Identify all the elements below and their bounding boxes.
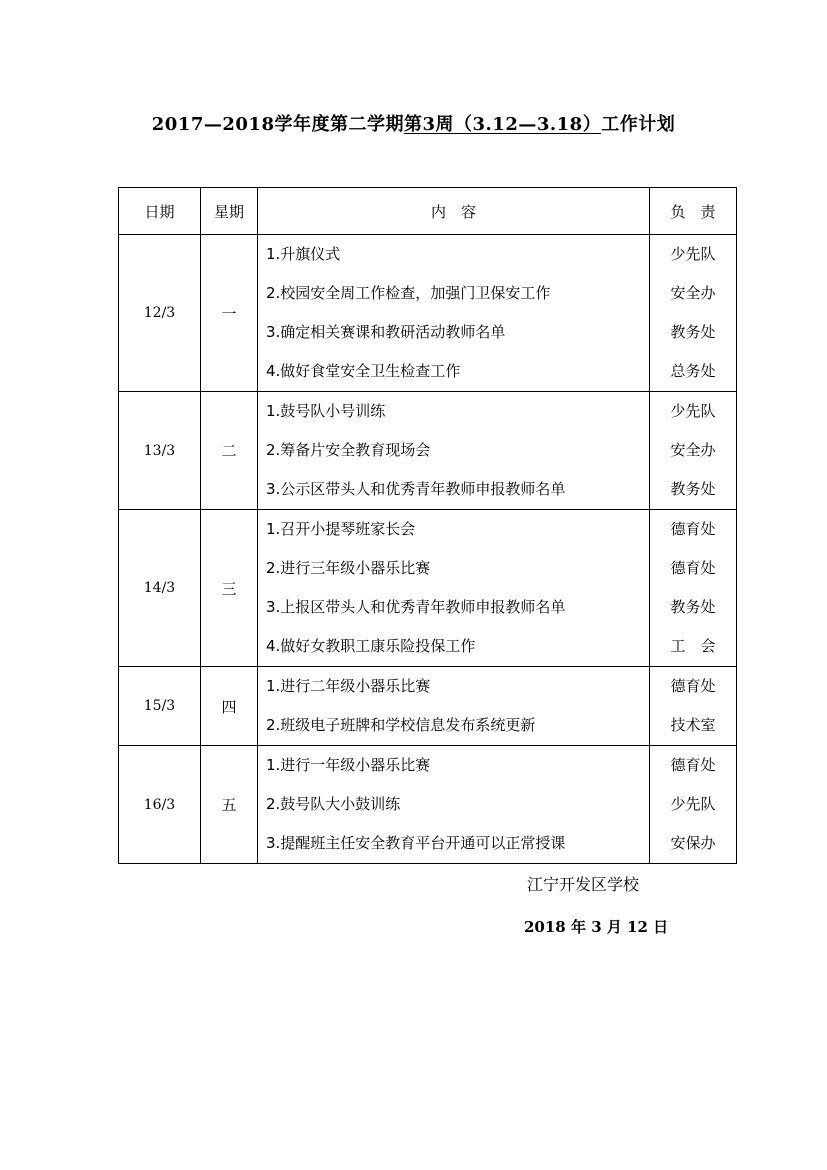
task-item: 1.鼓号队小号训练 (266, 402, 386, 420)
date-cell: 15/3 (119, 667, 201, 746)
table-row (119, 235, 737, 392)
task-item: 3.上报区带头人和优秀青年教师申报教师名单 (266, 598, 566, 616)
task-owner: 技术室 (670, 716, 716, 734)
responsible-cell (650, 510, 737, 667)
task-owner: 安保办 (670, 834, 716, 852)
date-cell: 12/3 (119, 235, 201, 392)
task-owner: 教务处 (670, 598, 716, 616)
content-cell (258, 392, 650, 510)
responsible-cell (650, 235, 737, 392)
task-item: 3.公示区带头人和优秀青年教师申报教师名单 (266, 480, 566, 498)
task-owner: 教务处 (670, 323, 716, 341)
table-body (119, 235, 737, 864)
responsible-cell (650, 746, 737, 864)
title-week: 第3周（3.12—3.18） (403, 114, 602, 135)
title-prefix: 2017—2018学年度第二学期 (151, 114, 404, 135)
date-cell: 16/3 (119, 746, 201, 864)
date-cell: 13/3 (119, 392, 201, 510)
content-cell (258, 746, 650, 864)
task-item: 4.做好食堂安全卫生检查工作 (266, 362, 461, 380)
page-title (0, 110, 827, 136)
content-cell (258, 667, 650, 746)
task-owner: 工 会 (670, 637, 716, 655)
task-owner: 少先队 (670, 245, 716, 263)
task-item: 1.进行二年级小器乐比赛 (266, 677, 431, 695)
task-owner: 安全办 (670, 284, 716, 302)
weekday-cell: 三 (201, 510, 258, 667)
task-item: 2.进行三年级小器乐比赛 (266, 559, 431, 577)
content-cell (258, 510, 650, 667)
task-owner: 德育处 (670, 559, 716, 577)
work-plan-table (118, 187, 737, 864)
task-item: 1.召开小提琴班家长会 (266, 520, 416, 538)
title-suffix: 工作计划 (601, 114, 676, 135)
task-item: 2.班级电子班牌和学校信息发布系统更新 (266, 716, 536, 734)
table-row (119, 510, 737, 667)
header-responsible: 负 责 (650, 188, 737, 235)
task-owner: 德育处 (670, 520, 716, 538)
weekday-cell: 一 (201, 235, 258, 392)
weekday-cell: 五 (201, 746, 258, 864)
header-weekday: 星期 (201, 188, 258, 235)
responsible-cell (650, 392, 737, 510)
table-header-row (119, 188, 737, 235)
table-row (119, 667, 737, 746)
task-item: 2.校园安全周工作检查，加强门卫保安工作 (266, 284, 551, 302)
content-cell (258, 235, 650, 392)
task-item: 2.鼓号队大小鼓训练 (266, 795, 401, 813)
document-date: 2018 年 3 月 12 日 (524, 918, 669, 936)
task-item: 3.确定相关赛课和教研活动教师名单 (266, 323, 506, 341)
task-item: 1.升旗仪式 (266, 245, 341, 263)
task-item: 3.提醒班主任安全教育平台开通可以正常授课 (266, 834, 566, 852)
responsible-cell (650, 667, 737, 746)
task-owner: 教务处 (670, 480, 716, 498)
task-owner: 少先队 (670, 795, 716, 813)
weekday-cell: 二 (201, 392, 258, 510)
header-date: 日期 (119, 188, 201, 235)
task-item: 4.做好女教职工康乐险投保工作 (266, 637, 476, 655)
task-item: 2.筹备片安全教育现场会 (266, 441, 431, 459)
task-owner: 总务处 (670, 362, 716, 380)
task-owner: 少先队 (670, 402, 716, 420)
header-content: 内 容 (258, 188, 650, 235)
date-cell: 14/3 (119, 510, 201, 667)
task-owner: 安全办 (670, 441, 716, 459)
task-owner: 德育处 (670, 756, 716, 774)
weekday-cell: 四 (201, 667, 258, 746)
task-item: 1.进行一年级小器乐比赛 (266, 756, 431, 774)
task-owner: 德育处 (670, 677, 716, 695)
school-name: 江宁开发区学校 (527, 875, 640, 894)
table-row (119, 392, 737, 510)
table-row (119, 746, 737, 864)
